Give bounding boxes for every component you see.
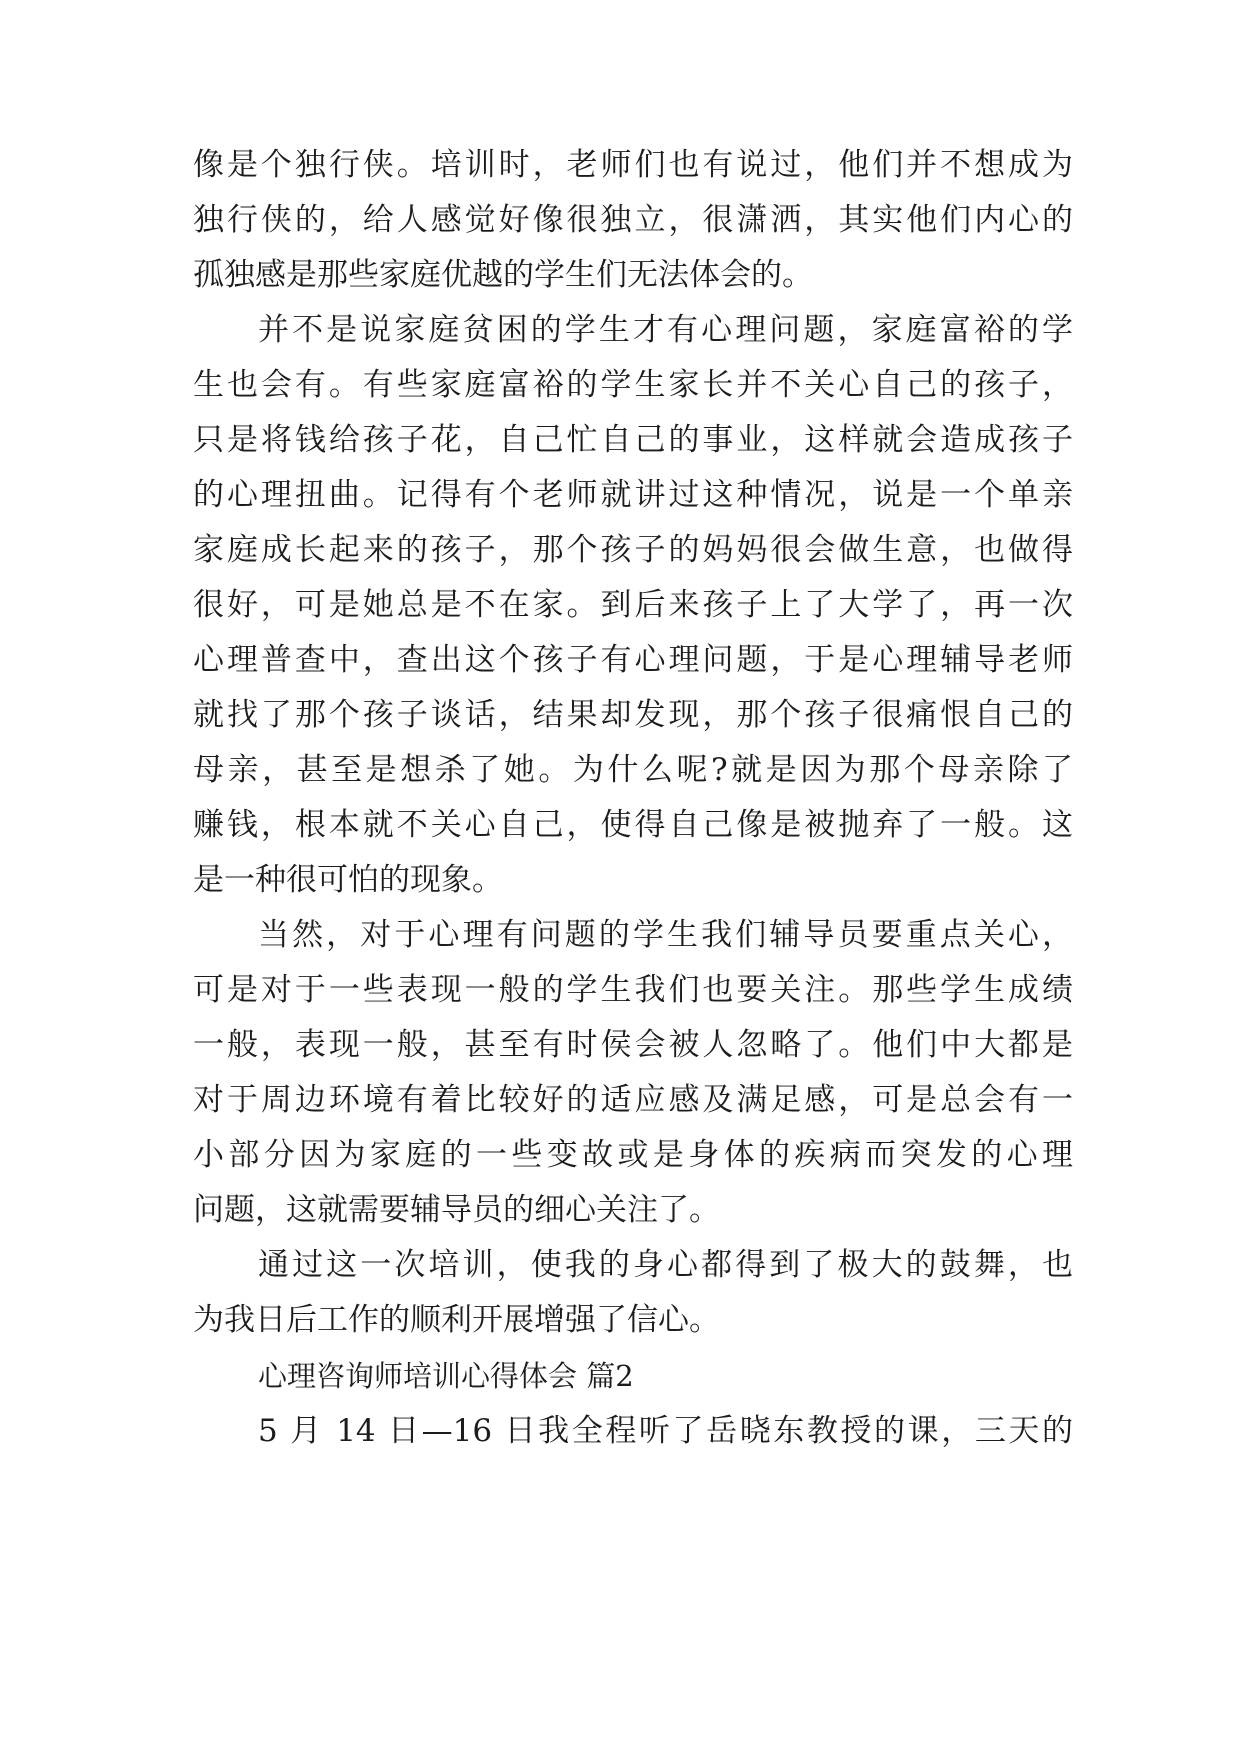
text-line: 家庭成长起来的孩子，那个孩子的妈妈很会做生意，也做得 xyxy=(193,532,1073,568)
text-line: 的心理扭曲。记得有个老师就讲过这种情况，说是一个单亲 xyxy=(193,477,1073,513)
text-line: 很好，可是她总是不在家。到后来孩子上了大学了，再一次 xyxy=(193,587,1073,623)
text-line: 问题，这就需要辅导员的细心关注了。 xyxy=(193,1192,720,1228)
text-line: 赚钱，根本就不关心自己，使得自己像是被抛弃了一般。这 xyxy=(193,807,1073,843)
text-line: 可是对于一些表现一般的学生我们也要关注。那些学生成绩 xyxy=(193,972,1073,1008)
text-line: 只是将钱给孩子花，自己忙自己的事业，这样就会造成孩子 xyxy=(193,422,1073,458)
text-line: 是一种很可怕的现象。 xyxy=(193,862,503,898)
text-line: 心理普查中，查出这个孩子有心理问题，于是心理辅导老师 xyxy=(193,642,1073,678)
text-line: 为我日后工作的顺利开展增强了信心。 xyxy=(193,1302,720,1338)
text-line: 孤独感是那些家庭优越的学生们无法体会的。 xyxy=(193,257,813,293)
text-line: 对于周边环境有着比较好的适应感及满足感，可是总会有一 xyxy=(193,1082,1073,1118)
text-line: 5 月 14 日—16 日我全程听了岳晓东教授的课，三天的 xyxy=(258,1413,1073,1449)
text-line: 一般，表现一般，甚至有时侯会被人忽略了。他们中大都是 xyxy=(193,1027,1073,1063)
text-line: 生也会有。有些家庭富裕的学生家长并不关心自己的孩子， xyxy=(193,367,1073,403)
text-line: 并不是说家庭贫困的学生才有心理问题，家庭富裕的学 xyxy=(258,312,1073,348)
section-heading: 心理咨询师培训心得体会 篇2 xyxy=(258,1359,634,1393)
text-line: 就找了那个孩子谈话，结果却发现，那个孩子很痛恨自己的 xyxy=(193,697,1073,733)
text-line: 小部分因为家庭的一些变故或是身体的疾病而突发的心理 xyxy=(193,1137,1073,1173)
text-line: 像是个独行侠。培训时，老师们也有说过，他们并不想成为 xyxy=(193,147,1073,183)
text-line: 母亲，甚至是想杀了她。为什么呢?就是因为那个母亲除了 xyxy=(193,752,1073,788)
text-line: 当然，对于心理有问题的学生我们辅导员要重点关心， xyxy=(258,917,1073,953)
text-line: 独行侠的，给人感觉好像很独立，很潇洒，其实他们内心的 xyxy=(193,202,1073,238)
text-line: 通过这一次培训，使我的身心都得到了极大的鼓舞，也 xyxy=(258,1247,1073,1283)
